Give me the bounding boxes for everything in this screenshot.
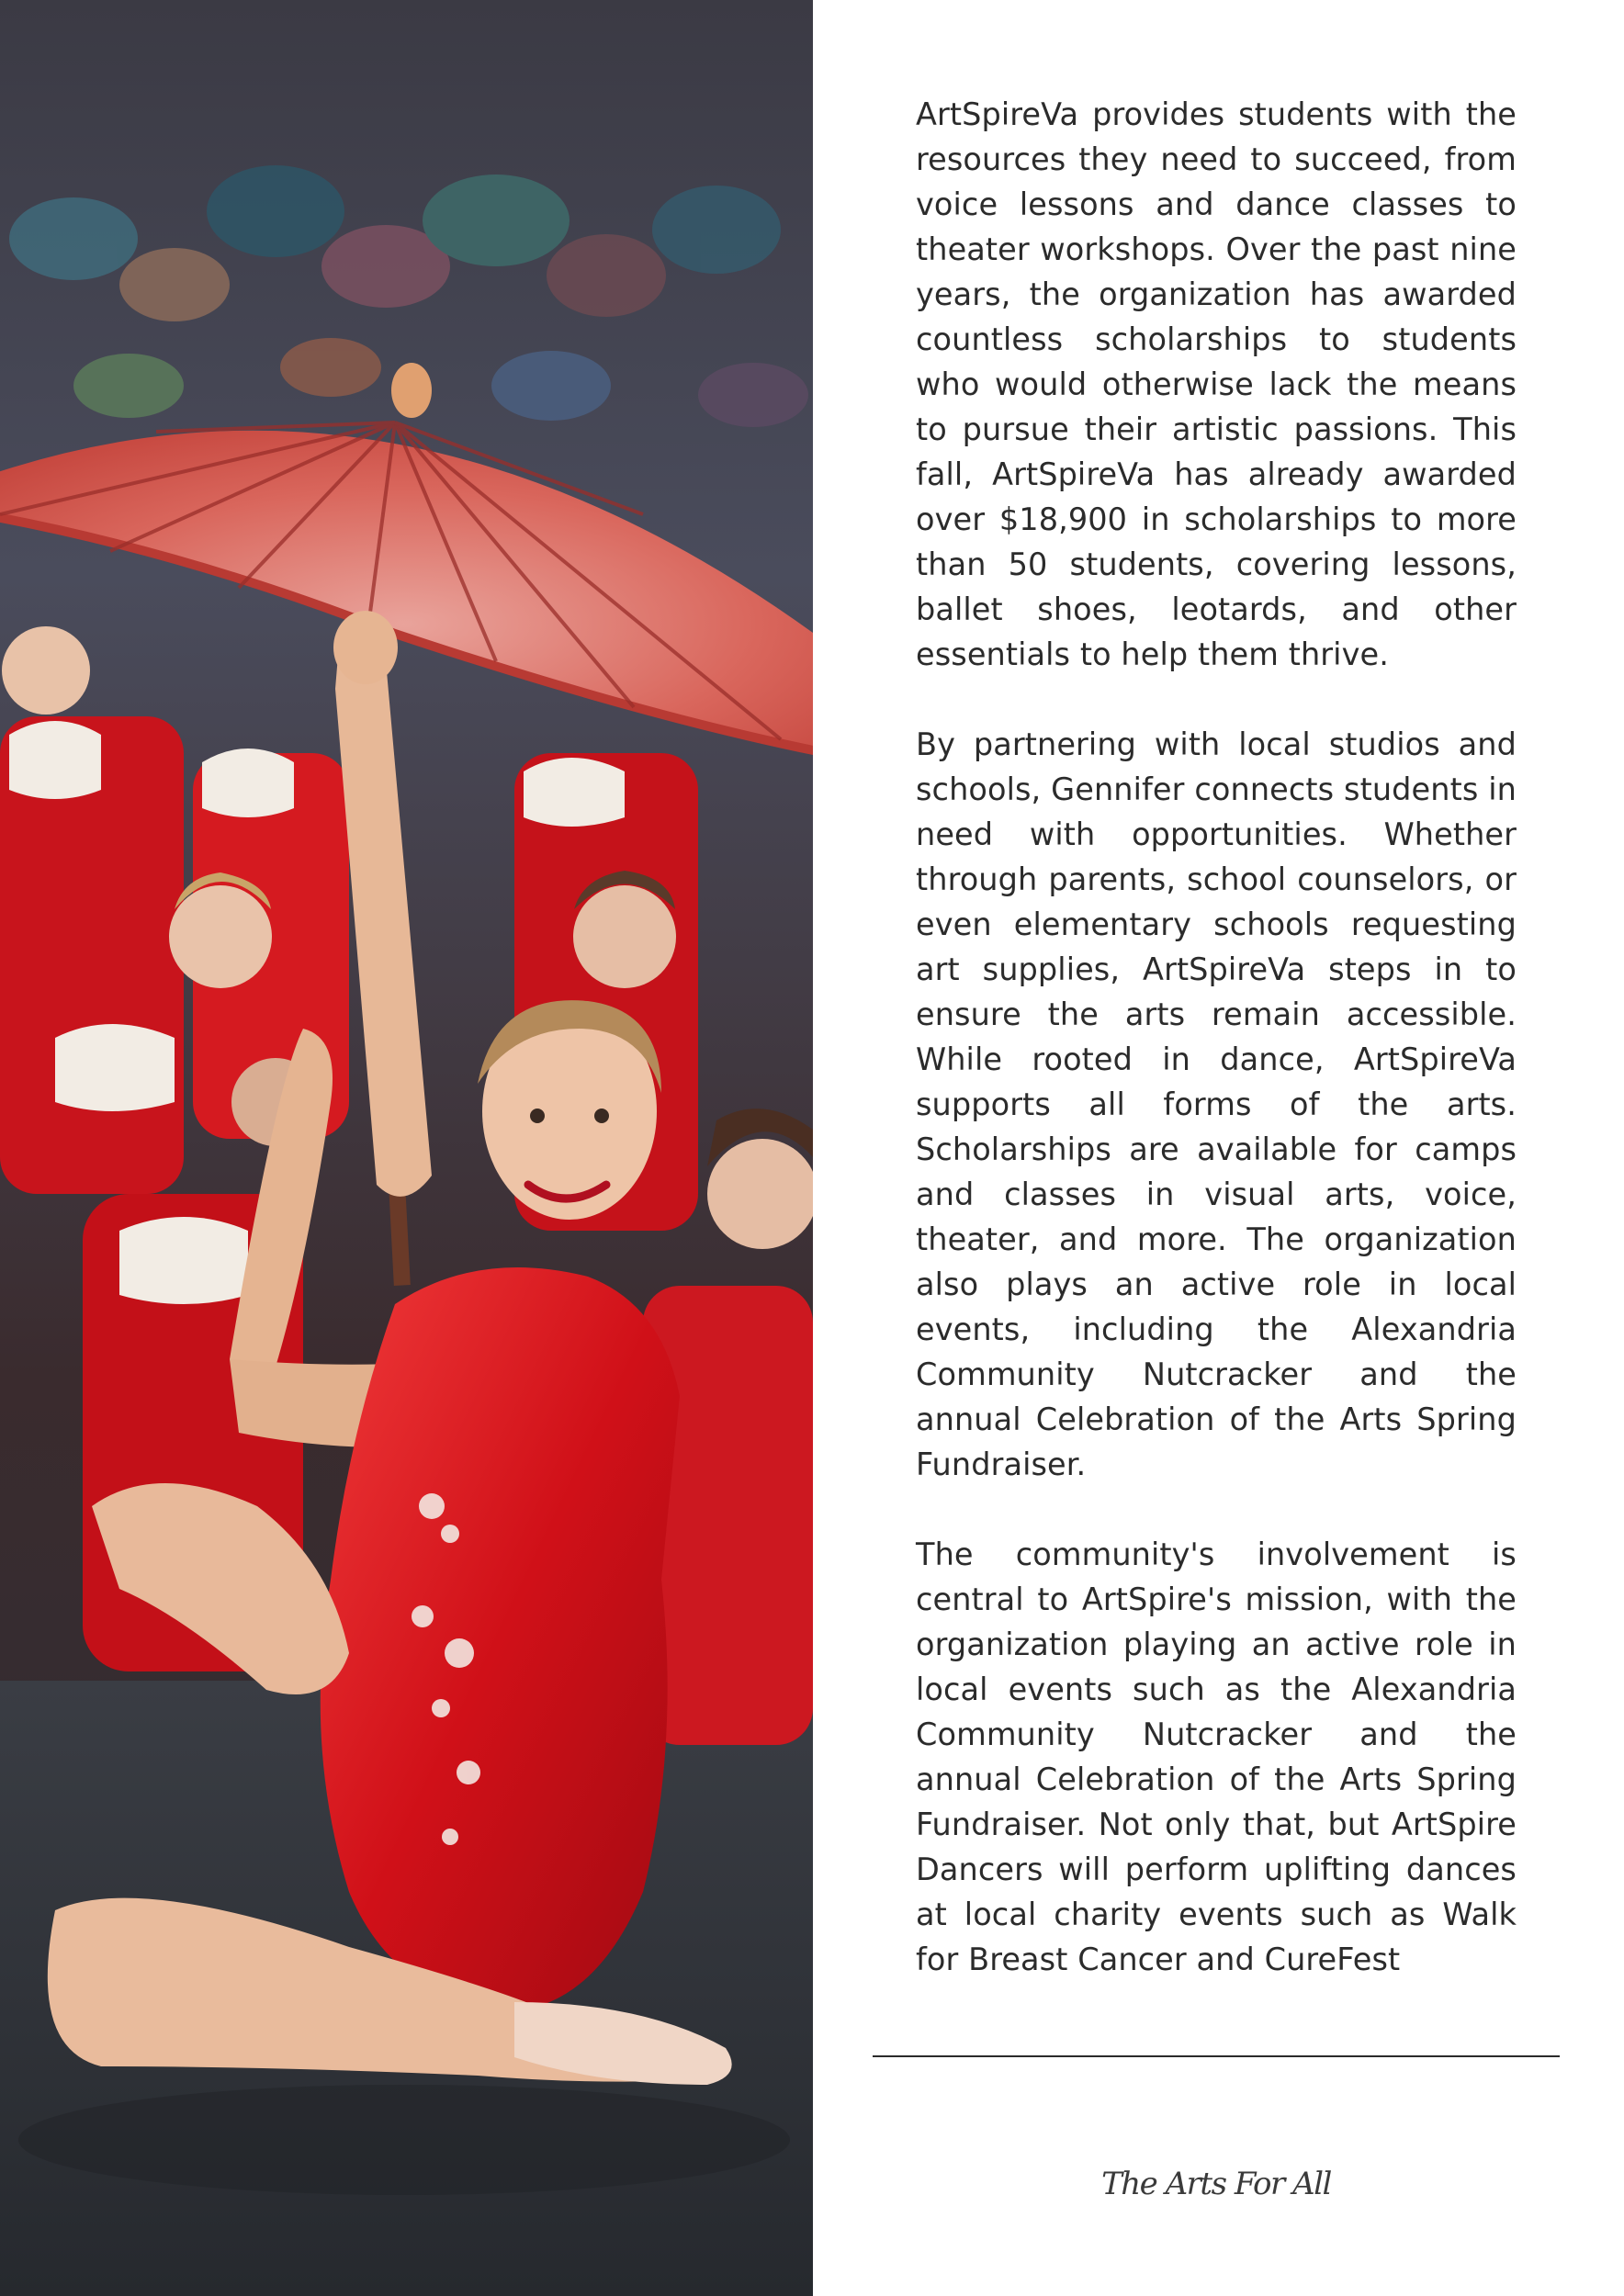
footer-divider <box>873 2055 1560 2057</box>
article-body <box>916 92 1517 2027</box>
footer-tagline: The Arts For All <box>1101 2166 1331 2202</box>
article-paragraph-2: By partnering with local studios and schools, Gennifer connects students in need with opportunities. Whether through parents, school counselors, or even elementary schools requesting art supplies, ArtSpireVa steps in to ensure the arts remain accessible. While rooted in dance, ArtSpireVa supports all forms of the arts. Scholarships are available for camps and classes in visual arts, voice, theater, and more. The organization also plays an active role in local events, including the Alexandria Community Nutcracker and the annual Celebration of the Arts Spring Fundraiser. <box>916 726 1517 1482</box>
article-paragraph-1: ArtSpireVa provides students with the resources they need to succeed, from voice lessons and dance classes to theater workshops. Over the past nine years, the organization has awarded countless scholarships to students who would otherwise lack the means to pursue their artistic passions. This fall, ArtSpireVa has already awarded over $18,900 in scholarships to more than 50 students, covering lessons, ballet shoes, leotards, and other essentials to help them thrive. <box>916 96 1517 672</box>
article-paragraph-3: The community's involvement is central to ArtSpire's mission, with the organization playing an active role in local events such as the Alexandria Community Nutcracker and the annual Celebration of the Arts Spring Fundraiser. Not only that, but ArtSpire Dancers will perform uplifting dances at local charity events such as Walk for Breast Cancer and CureFest <box>916 1536 1517 1977</box>
